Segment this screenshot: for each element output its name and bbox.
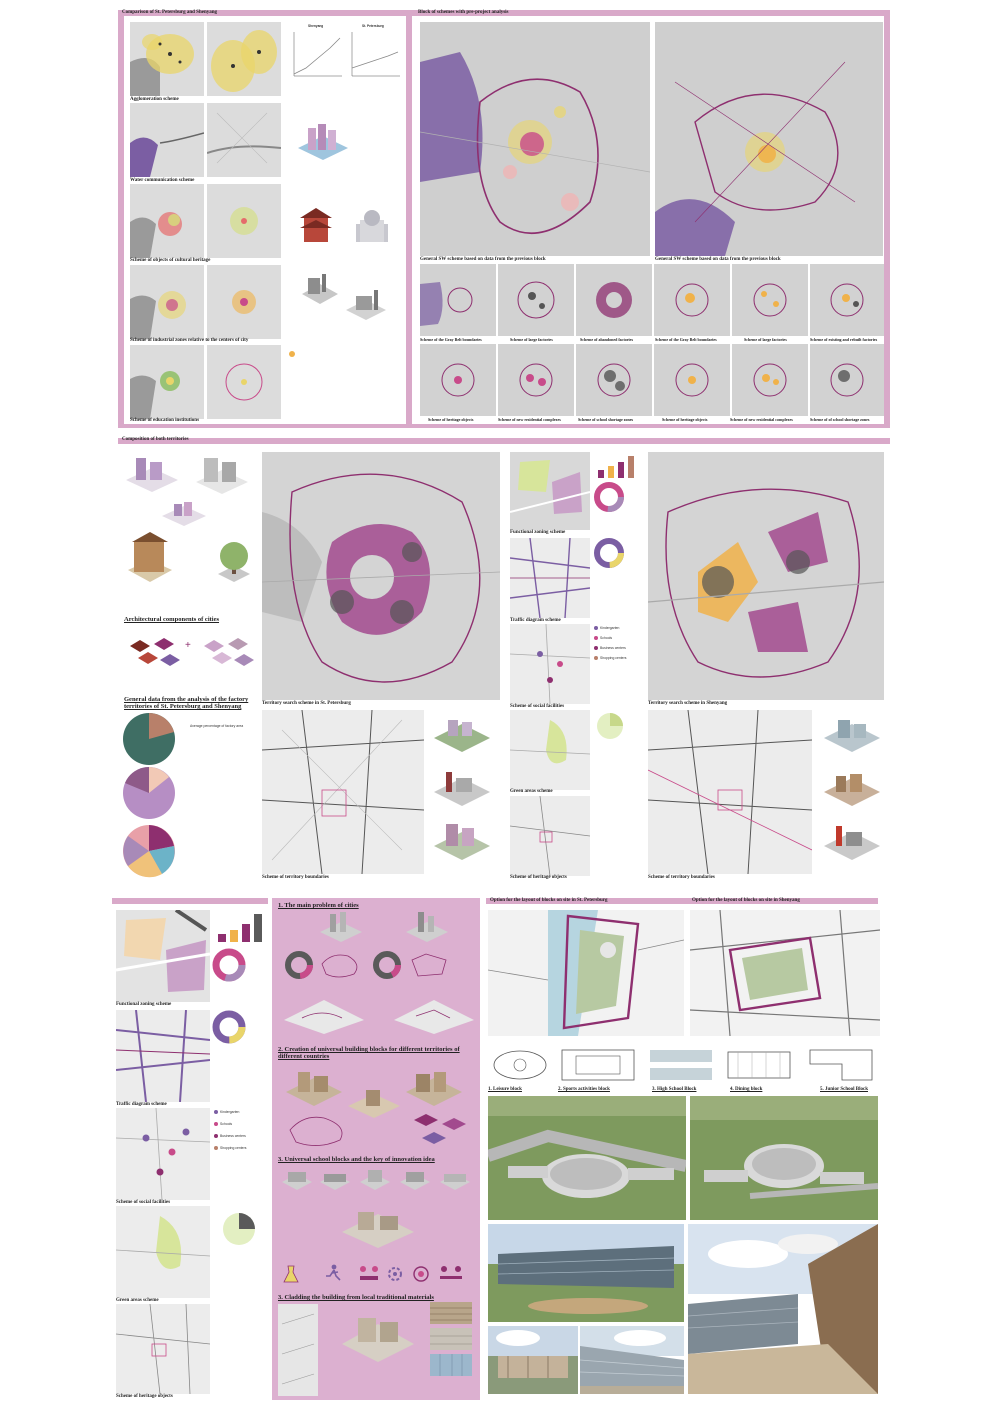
legend-schools-label: Schools bbox=[600, 636, 613, 640]
caption-r1-3: Scheme of abandoned factories bbox=[580, 337, 633, 342]
b3-block-iso-2 bbox=[404, 1062, 464, 1108]
board-1-mid-frame bbox=[406, 10, 412, 425]
b3-block-label-2: 2. Sports activities block bbox=[558, 1087, 610, 1092]
agglomeration-map-spb bbox=[130, 22, 204, 96]
pie-1 bbox=[122, 712, 176, 766]
green-map-shenyang bbox=[510, 710, 590, 790]
iso-arch-cubes-left bbox=[124, 626, 184, 670]
industrial-map-spb bbox=[130, 265, 204, 339]
iso-factory-cluster bbox=[122, 452, 182, 494]
board-2-title: Composition of both territories bbox=[122, 437, 189, 442]
caption-r1-6: Scheme of existing and rebuilt factories bbox=[810, 337, 878, 342]
pie-2 bbox=[122, 766, 176, 820]
social-map-shenyang bbox=[510, 624, 590, 704]
grid-map-r1-1 bbox=[420, 264, 496, 336]
grid-map-r2-1 bbox=[420, 344, 496, 416]
bar-chart-small bbox=[594, 454, 642, 478]
b3-icon-coin bbox=[412, 1264, 430, 1284]
board-1-left-title: Comparison of St. Petersburg and Shenyang bbox=[122, 10, 218, 15]
b3-school-block-4 bbox=[398, 1168, 432, 1192]
caption-r2-2: Scheme of new residential complexes bbox=[498, 417, 561, 422]
caption-education: Scheme of education institutions bbox=[130, 418, 200, 423]
grid-map-r2-2 bbox=[498, 344, 574, 416]
iso-school-cluster bbox=[160, 496, 208, 526]
b3-right-title-shenyang: Option for the layout of blocks on site in Shenyang bbox=[692, 898, 800, 903]
b3-icon-meeting bbox=[358, 1264, 380, 1284]
grid-map-r1-2 bbox=[498, 264, 574, 336]
pie-1-legend: Average percentage of factory area bbox=[190, 724, 244, 728]
b3-map-outline-shen bbox=[406, 950, 452, 980]
b3-legend-business bbox=[214, 1134, 246, 1138]
b3-site-plan-shenyang bbox=[690, 910, 880, 1036]
chart-spb-title: St. Petersburg bbox=[362, 24, 384, 28]
b3-shopping-icon bbox=[214, 1146, 218, 1150]
b3-caption-traffic: Traffic diagram scheme bbox=[116, 1102, 167, 1107]
heritage-map-shenyang-2 bbox=[510, 796, 590, 876]
board-1-bottom-frame bbox=[118, 424, 890, 428]
board-2-title-bar bbox=[118, 438, 890, 444]
b3-material-3 bbox=[430, 1354, 472, 1376]
b3-section-4-title: 3. Cladding the building from local traditional materials bbox=[278, 1294, 434, 1301]
b3-green-map bbox=[116, 1206, 210, 1298]
caption-water: Water communication scheme bbox=[130, 178, 195, 183]
b3-traffic-map bbox=[116, 1010, 210, 1102]
b3-legend-kindergarten bbox=[214, 1110, 239, 1114]
caption-spb-boundaries: Scheme of territory boundaries bbox=[262, 875, 329, 880]
b3-outline-map bbox=[284, 1110, 354, 1150]
b3-icon-runner bbox=[324, 1264, 342, 1284]
b3-render-perspective bbox=[688, 1224, 878, 1394]
b3-city-iso-1 bbox=[318, 910, 364, 944]
caption-social: Scheme of social facilities bbox=[510, 704, 565, 709]
donut-2 bbox=[594, 538, 624, 568]
board-3-left-bar bbox=[112, 898, 268, 904]
b3-school-block-1 bbox=[280, 1168, 314, 1192]
donut-1 bbox=[594, 482, 624, 512]
iso-cathedral bbox=[352, 204, 392, 246]
caption-r2-4: Scheme of heritage objects bbox=[662, 417, 708, 422]
b3-caption-green: Green areas scheme bbox=[116, 1298, 159, 1303]
b3-legend-schools bbox=[214, 1122, 232, 1126]
b3-plan-leisure bbox=[488, 1044, 552, 1086]
b3-render-exterior-1 bbox=[488, 1326, 578, 1394]
b3-kindergarten-icon bbox=[214, 1110, 218, 1114]
b3-icon-dining bbox=[438, 1264, 464, 1284]
chart-shenyang-title: Shenyang bbox=[308, 24, 324, 28]
b3-block-label-5: 5. Junior School Block bbox=[820, 1087, 868, 1092]
caption-r2-3: Scheme of school shortage zones bbox=[578, 417, 634, 422]
grid-map-r1-5 bbox=[732, 264, 808, 336]
iso-factory-2 bbox=[344, 286, 388, 322]
business-icon bbox=[594, 646, 598, 650]
board-1-right-frame bbox=[884, 10, 890, 425]
iso-block-3 bbox=[432, 820, 492, 864]
iso-factory-1 bbox=[300, 270, 340, 306]
b3-donut-spb bbox=[284, 950, 314, 980]
territory-search-map-spb bbox=[262, 452, 500, 700]
b3-section-2-title: 2. Creation of universal building blocks for different territories of different countries bbox=[278, 1046, 460, 1060]
b3-legend-schools-label: Schools bbox=[220, 1122, 233, 1126]
b3-site-plane-1 bbox=[282, 990, 366, 1034]
grid-map-r1-3 bbox=[576, 264, 652, 336]
education-map-spb bbox=[130, 345, 204, 419]
caption-r2-6: Scheme of of school shortage zones bbox=[810, 417, 870, 422]
b3-block-iso-3 bbox=[346, 1086, 402, 1118]
b3-block-label-3: 3. High School Block bbox=[652, 1087, 697, 1092]
b3-block-label-4: 4. Dining block bbox=[730, 1087, 763, 1092]
b3-plan-junior bbox=[802, 1044, 880, 1086]
b3-map-outline-spb bbox=[318, 950, 364, 980]
iso-block-1 bbox=[432, 712, 492, 756]
b3-green-pie bbox=[222, 1212, 256, 1246]
b3-icon-flask bbox=[282, 1264, 300, 1284]
b3-block-iso-1 bbox=[284, 1062, 344, 1108]
caption-green: Green areas scheme bbox=[510, 789, 553, 794]
traffic-map-shenyang bbox=[510, 538, 590, 618]
caption-r2-5: Scheme of new residential complexes bbox=[730, 417, 793, 422]
b3-donut-1 bbox=[212, 948, 246, 982]
school-icon bbox=[594, 636, 598, 640]
iso-tree bbox=[214, 538, 254, 586]
b3-cladding-iso-1 bbox=[278, 1304, 318, 1396]
caption-traffic: Traffic diagram scheme bbox=[510, 618, 561, 623]
legend-kindergarten-label: Kindergarten bbox=[600, 626, 620, 630]
pie-3 bbox=[122, 824, 176, 878]
plus-sign: + bbox=[185, 640, 191, 651]
b3-school-assembly bbox=[340, 1202, 416, 1248]
b3-render-aerial-1 bbox=[488, 1096, 686, 1220]
b3-right-title-spb: Option for the layout of blocks on site in St. Petersburg bbox=[490, 898, 608, 903]
b3-site-plan-spb bbox=[488, 910, 684, 1036]
caption-func: Functional zoning scheme bbox=[510, 530, 566, 535]
heritage-map-spb bbox=[130, 184, 204, 258]
caption-shen-search: Territory search scheme in Shenyang bbox=[648, 701, 728, 706]
general-sw-map-shenyang bbox=[655, 22, 883, 256]
water-map-spb bbox=[130, 103, 204, 177]
legend-shopping-label: Shopping centers bbox=[600, 656, 627, 660]
heritage-map-shenyang bbox=[207, 184, 281, 258]
b3-cladding-iso-2 bbox=[340, 1304, 416, 1364]
board-1-right-title: Block of schemes with pre-project analysis bbox=[418, 10, 509, 15]
legend-kindergarten bbox=[594, 626, 619, 630]
water-map-shenyang bbox=[207, 103, 281, 177]
b3-school-block-2 bbox=[318, 1168, 352, 1192]
green-pie bbox=[596, 712, 624, 740]
legend-schools bbox=[594, 636, 612, 640]
kindergarten-icon bbox=[594, 626, 598, 630]
caption-r2-1: Scheme of heritage objects bbox=[428, 417, 474, 422]
territory-search-map-shenyang bbox=[648, 452, 884, 700]
functional-zoning-map-shenyang bbox=[510, 452, 590, 530]
b3-section-1-title: 1. The main problem of cities bbox=[278, 902, 359, 909]
legend-circle-icon bbox=[289, 351, 295, 357]
caption-r1-5: Scheme of large factories bbox=[744, 337, 787, 342]
b3-bar-chart bbox=[214, 912, 268, 942]
b3-caption-heritage: Scheme of heritage objects bbox=[116, 1394, 173, 1399]
grid-map-r1-4 bbox=[654, 264, 730, 336]
industrial-map-shenyang bbox=[207, 265, 281, 339]
caption-agglomeration: Agglomeration scheme bbox=[130, 97, 179, 102]
iso-block-2 bbox=[432, 766, 492, 810]
arch-components-title: Architectural components of cities bbox=[124, 616, 220, 623]
b3-material-1 bbox=[430, 1302, 472, 1324]
b3-legend-shopping bbox=[214, 1146, 246, 1150]
caption-industrial: Scheme of industrial zones relative to the centers of city bbox=[130, 338, 249, 343]
b3-business-icon bbox=[214, 1134, 218, 1138]
iso-historic-building bbox=[124, 530, 176, 586]
iso-block-6 bbox=[822, 820, 882, 864]
general-sw-map-spb bbox=[420, 22, 650, 256]
shopping-icon bbox=[594, 656, 598, 660]
grid-map-r2-3 bbox=[576, 344, 652, 416]
caption-heritage-2: Scheme of heritage objects bbox=[510, 875, 567, 880]
grid-map-r2-6 bbox=[810, 344, 884, 416]
general-data-title: General data from the analysis of the factory territories of St. Petersburg and Shenyang bbox=[124, 696, 249, 710]
caption-r1-4: Scheme of the Gray Belt boundaries bbox=[655, 337, 717, 342]
b3-donut-2 bbox=[212, 1010, 246, 1044]
education-map-shenyang bbox=[207, 345, 281, 419]
legend-business-label: Business centers bbox=[600, 646, 626, 650]
caption-r1-2: Scheme of large factories bbox=[510, 337, 553, 342]
b3-icon-gears bbox=[386, 1264, 404, 1284]
caption-heritage: Scheme of objects of cultural heritage bbox=[130, 258, 211, 263]
iso-block-4 bbox=[822, 712, 882, 756]
iso-pagoda bbox=[296, 204, 336, 246]
b3-city-iso-2 bbox=[404, 910, 450, 944]
b3-social-map bbox=[116, 1108, 210, 1200]
iso-arch-cubes-right bbox=[198, 626, 256, 670]
board-1-left-frame bbox=[118, 10, 124, 425]
iso-residential-cluster bbox=[192, 454, 252, 494]
b3-pieces bbox=[410, 1110, 470, 1150]
b3-section-3-title: 3. Universal school blocks and the key of innovation idea bbox=[278, 1156, 435, 1163]
b3-render-aerial-2 bbox=[690, 1096, 878, 1220]
caption-general-sw-shenyang: General SW scheme based on data from the previous block bbox=[655, 257, 781, 262]
b3-plan-sports bbox=[556, 1044, 640, 1086]
grid-map-r2-4 bbox=[654, 344, 730, 416]
iso-city-blocks bbox=[294, 118, 352, 166]
b3-caption-social: Scheme of social facilities bbox=[116, 1200, 171, 1205]
b3-heritage-map bbox=[116, 1304, 210, 1394]
chart-spb bbox=[346, 24, 402, 84]
b3-render-exterior-2 bbox=[580, 1326, 684, 1394]
b3-plan-dining bbox=[722, 1044, 796, 1086]
chart-shenyang bbox=[288, 24, 344, 84]
b3-school-icon bbox=[214, 1122, 218, 1126]
agglomeration-map-shenyang bbox=[207, 22, 281, 96]
b3-caption-func: Functional zoning scheme bbox=[116, 1002, 172, 1007]
caption-shen-boundaries: Scheme of territory boundaries bbox=[648, 875, 715, 880]
b3-legend-business-label: Business centers bbox=[220, 1134, 246, 1138]
grid-map-r2-5 bbox=[732, 344, 808, 416]
territory-boundaries-map-shenyang bbox=[648, 710, 812, 874]
b3-plan-high-school bbox=[646, 1044, 716, 1086]
b3-legend-kindergarten-label: Kindergarten bbox=[220, 1110, 240, 1114]
caption-spb-search: Territory search scheme in St. Petersburg bbox=[262, 701, 351, 706]
b3-donut-shen bbox=[372, 950, 402, 980]
grid-map-r1-6 bbox=[810, 264, 884, 336]
b3-school-block-5 bbox=[438, 1168, 472, 1192]
b3-render-courtyard bbox=[488, 1224, 684, 1322]
caption-r1-1: Scheme of the Gray Belt boundaries bbox=[420, 337, 482, 342]
territory-boundaries-map-spb bbox=[262, 710, 424, 874]
legend-shopping bbox=[594, 656, 626, 660]
caption-general-sw-spb: General SW scheme based on data from the previous block bbox=[420, 257, 546, 262]
b3-functional-map bbox=[116, 910, 210, 1002]
legend-business bbox=[594, 646, 626, 650]
b3-school-block-3 bbox=[358, 1168, 392, 1192]
b3-block-label-1: 1. Leisure block bbox=[488, 1087, 522, 1092]
b3-site-plane-2 bbox=[392, 990, 476, 1034]
b3-legend-shopping-label: Shopping centers bbox=[220, 1146, 247, 1150]
b3-material-2 bbox=[430, 1328, 472, 1350]
iso-block-5 bbox=[822, 766, 882, 810]
